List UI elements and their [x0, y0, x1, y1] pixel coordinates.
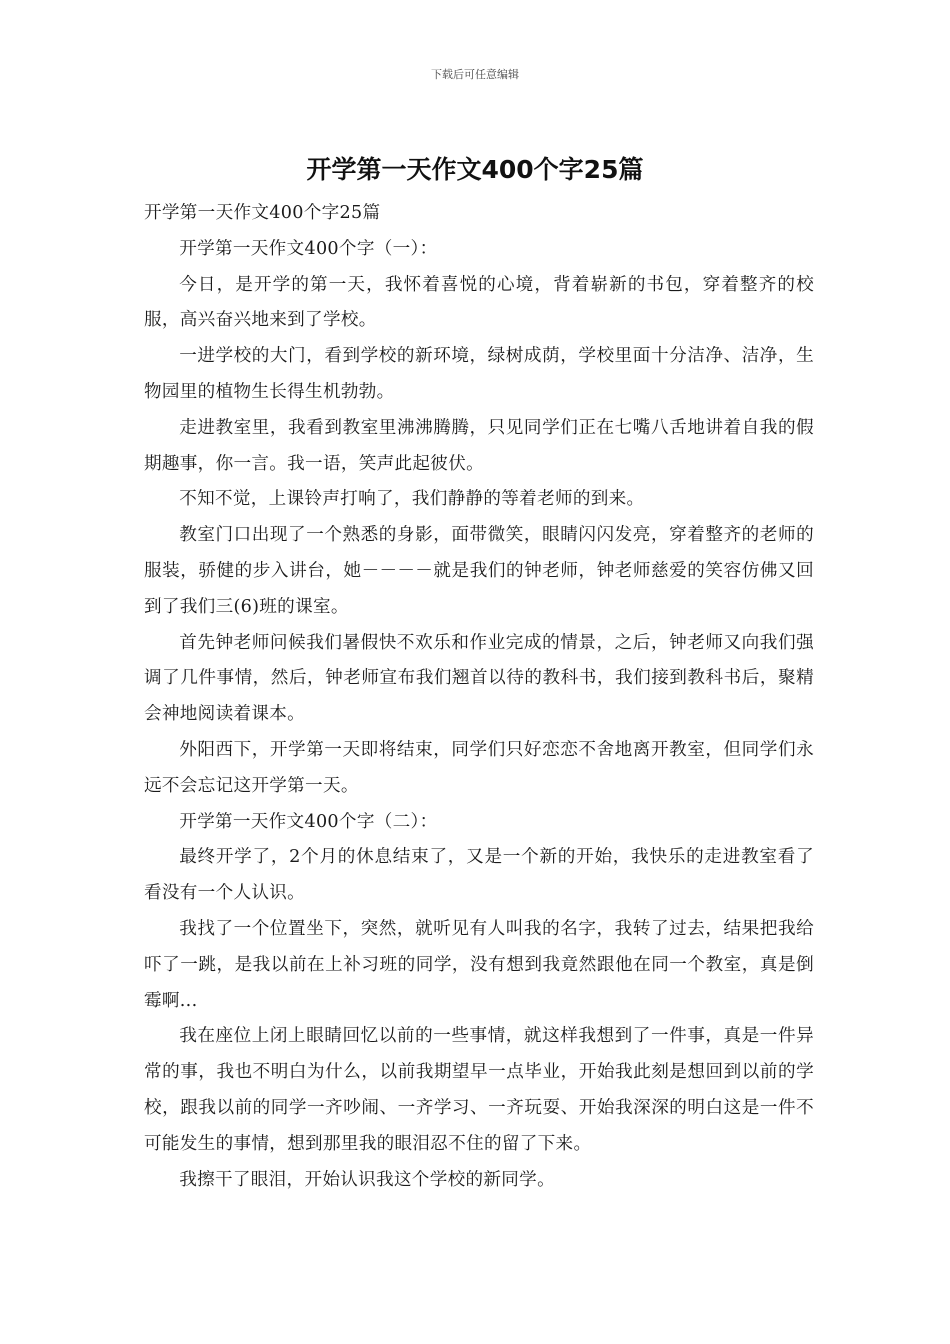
paragraph: 我擦干了眼泪，开始认识我这个学校的新同学。 — [179, 1169, 555, 1190]
paragraph: 最终开学了，2个月的休息结束了，又是一个新的开始，我快乐的走进教室看了看没有一个人认识。 — [144, 847, 814, 904]
paragraph: 教室门口出现了一个熟悉的身影，面带微笑，眼睛闪闪发亮，穿着整齐的老师的服装，骄健的步入讲台，她－－－－就是我们的钟老师，钟老师慈爱的笑容仿佛又回到了我们三(6)班的课室。 — [144, 525, 814, 617]
header-note: 下载后可任意编辑 — [431, 68, 519, 81]
paragraph: 首先钟老师问候我们暑假快不欢乐和作业完成的情景，之后，钟老师又向我们强调了几件事情，然后，钟老师宣布我们翘首以待的教科书，我们接到教科书后，聚精会神地阅读着课本。 — [144, 632, 814, 725]
paragraph: 我找了一个位置坐下，突然，就听见有人叫我的名字，我转了过去，结果把我给吓了一跳，是我以前在上补习班的同学，没有想到我竟然跟他在同一个教室，真是倒霉啊... — [144, 918, 814, 1011]
document-body — [144, 196, 814, 1198]
paragraph: 不知不觉，上课铃声打响了，我们静静的等着老师的到来。 — [179, 489, 645, 510]
paragraph: 我在座位上闭上眼睛回忆以前的一些事情，就这样我想到了一件事，真是一件异常的事，我也不明白为什么，以前我期望早一点毕业，开始我此刻是想回到以前的学校，跟我以前的同学一齐吵闹、一齐学习、一齐玩耍、开始我深深的明白这是一件不可能发生的事情，想到那里我的眼泪忍不住的留了下来。 — [144, 1026, 814, 1154]
section-heading-1: 开学第一天作文400个字（一）： — [179, 238, 438, 259]
section-heading-2: 开学第一天作文400个字（二）： — [179, 811, 438, 832]
subtitle-paragraph: 开学第一天作文400个字25篇 — [144, 203, 381, 223]
paragraph: 今日，是开学的第一天，我怀着喜悦的心境，背着崭新的书包，穿着整齐的校服，高兴奋兴地来到了学校。 — [144, 274, 814, 331]
paragraph: 外阳西下，开学第一天即将结束，同学们只好恋恋不舍地离开教室，但同学们永远不会忘记这开学第一天。 — [144, 739, 814, 796]
paragraph: 一进学校的大门，看到学校的新环境，绿树成荫，学校里面十分洁净、洁净，生物园里的植物生长得生机勃勃。 — [144, 346, 814, 402]
document-title: 开学第一天作文400个字25篇 — [306, 155, 644, 184]
paragraph: 走进教室里，我看到教室里沸沸腾腾，只见同学们正在七嘴八舌地讲着自我的假期趣事，你一言。我一语，笑声此起彼伏。 — [144, 417, 814, 474]
